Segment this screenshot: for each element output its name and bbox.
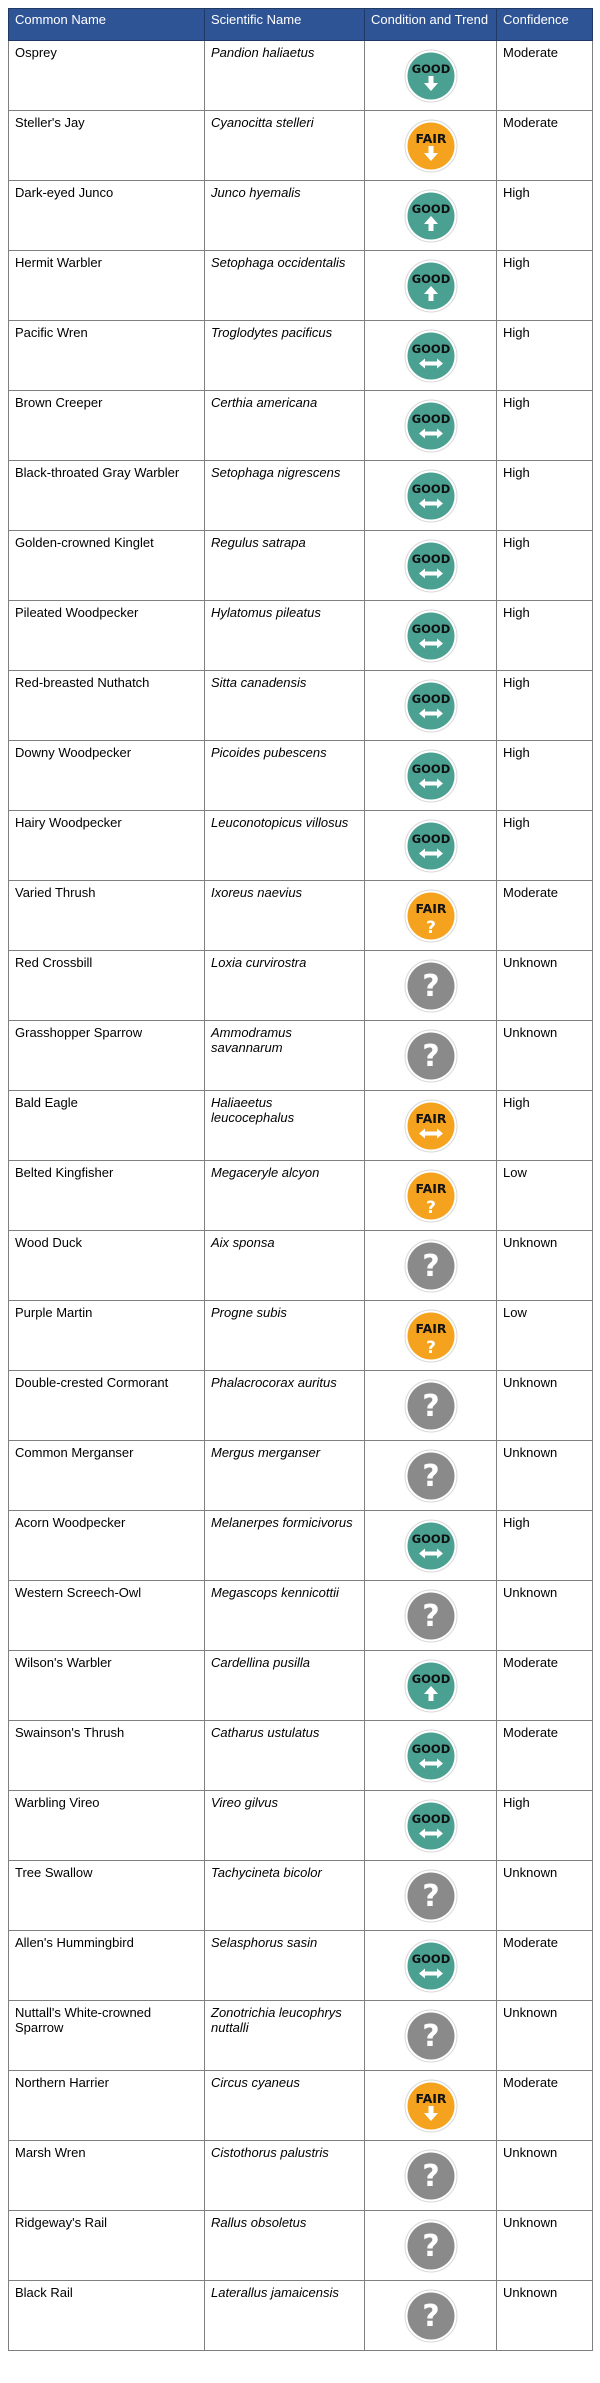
table-body xyxy=(9,41,593,2351)
condition-cell xyxy=(365,741,497,811)
condition-badge-icon xyxy=(403,1448,459,1504)
common-name-cell: Downy Woodpecker xyxy=(9,741,205,811)
confidence-cell: High xyxy=(497,461,593,531)
condition-cell xyxy=(365,1791,497,1861)
condition-cell xyxy=(365,531,497,601)
condition-badge-icon xyxy=(403,1028,459,1084)
header-confidence: Confidence xyxy=(497,9,593,41)
common-name-cell: Swainson's Thrush xyxy=(9,1721,205,1791)
scientific-name-cell: Ammodramus savannarum xyxy=(205,1021,365,1091)
condition-cell xyxy=(365,811,497,881)
table-row xyxy=(9,881,593,951)
table-row xyxy=(9,111,593,181)
common-name-cell: Wood Duck xyxy=(9,1231,205,1301)
table-row xyxy=(9,41,593,111)
condition-cell xyxy=(365,1651,497,1721)
condition-cell xyxy=(365,461,497,531)
badge-circle xyxy=(407,1102,454,1149)
table-header xyxy=(9,9,593,41)
confidence-cell: Unknown xyxy=(497,951,593,1021)
condition-cell xyxy=(365,41,497,111)
header-scientific-name: Scientific Name xyxy=(205,9,365,41)
common-name-cell: Common Merganser xyxy=(9,1441,205,1511)
confidence-cell: High xyxy=(497,811,593,881)
scientific-name-cell: Certhia americana xyxy=(205,391,365,461)
confidence-cell: Unknown xyxy=(497,1231,593,1301)
common-name-cell: Northern Harrier xyxy=(9,2071,205,2141)
confidence-cell: Moderate xyxy=(497,881,593,951)
condition-badge-icon xyxy=(403,818,459,874)
table-row xyxy=(9,1161,593,1231)
badge-circle xyxy=(407,542,454,589)
badge-circle xyxy=(407,402,454,449)
table-row xyxy=(9,1581,593,1651)
badge-circle xyxy=(407,682,454,729)
badge-circle xyxy=(407,1522,454,1569)
badge-question-mark: ? xyxy=(421,2298,440,2334)
common-name-cell: Grasshopper Sparrow xyxy=(9,1021,205,1091)
table-row xyxy=(9,2001,593,2071)
common-name-cell: Marsh Wren xyxy=(9,2141,205,2211)
condition-badge-icon xyxy=(403,468,459,524)
condition-cell xyxy=(365,1371,497,1441)
confidence-cell: Moderate xyxy=(497,1721,593,1791)
scientific-name-cell: Laterallus jamaicensis xyxy=(205,2281,365,2351)
table-row xyxy=(9,1721,593,1791)
common-name-cell: Osprey xyxy=(9,41,205,111)
condition-badge-icon xyxy=(403,1098,459,1154)
common-name-cell: Red-breasted Nuthatch xyxy=(9,671,205,741)
scientific-name-cell: Troglodytes pacificus xyxy=(205,321,365,391)
common-name-cell: Wilson's Warbler xyxy=(9,1651,205,1721)
condition-badge-icon xyxy=(403,888,459,944)
badge-status-label: GOOD xyxy=(411,1811,450,1826)
badge-status-label: GOOD xyxy=(411,341,450,356)
header-row xyxy=(9,9,593,41)
scientific-name-cell: Pandion haliaetus xyxy=(205,41,365,111)
badge-question-mark: ? xyxy=(421,2228,440,2264)
condition-cell xyxy=(365,2281,497,2351)
common-name-cell: Purple Martin xyxy=(9,1301,205,1371)
confidence-cell: Unknown xyxy=(497,1441,593,1511)
condition-cell xyxy=(365,321,497,391)
condition-cell xyxy=(365,181,497,251)
badge-status-label: GOOD xyxy=(411,1531,450,1546)
scientific-name-cell: Sitta canadensis xyxy=(205,671,365,741)
scientific-name-cell: Megaceryle alcyon xyxy=(205,1161,365,1231)
condition-badge-icon xyxy=(403,398,459,454)
condition-badge-icon xyxy=(403,2148,459,2204)
condition-badge-icon xyxy=(403,1938,459,1994)
scientific-name-cell: Catharus ustulatus xyxy=(205,1721,365,1791)
condition-badge-icon xyxy=(403,1868,459,1924)
scientific-name-cell: Rallus obsoletus xyxy=(205,2211,365,2281)
common-name-cell: Brown Creeper xyxy=(9,391,205,461)
badge-circle xyxy=(407,1732,454,1779)
table-row xyxy=(9,1511,593,1581)
common-name-cell: Steller's Jay xyxy=(9,111,205,181)
badge-circle xyxy=(407,332,454,379)
badge-status-label: GOOD xyxy=(411,481,450,496)
scientific-name-cell: Cyanocitta stelleri xyxy=(205,111,365,181)
badge-status-label: GOOD xyxy=(411,1951,450,1966)
table-row xyxy=(9,1371,593,1441)
badge-status-label: GOOD xyxy=(411,621,450,636)
common-name-cell: Pileated Woodpecker xyxy=(9,601,205,671)
badge-status-label: FAIR xyxy=(414,1180,447,1196)
condition-cell xyxy=(365,1301,497,1371)
header-common-name: Common Name xyxy=(9,9,205,41)
common-name-cell: Dark-eyed Junco xyxy=(9,181,205,251)
confidence-cell: High xyxy=(497,1791,593,1861)
badge-question-mark: ? xyxy=(421,1458,440,1494)
condition-badge-icon xyxy=(403,1728,459,1784)
common-name-cell: Black Rail xyxy=(9,2281,205,2351)
confidence-cell: High xyxy=(497,601,593,671)
table-row xyxy=(9,2281,593,2351)
condition-badge-icon xyxy=(403,958,459,1014)
scientific-name-cell: Setophaga occidentalis xyxy=(205,251,365,321)
common-name-cell: Warbling Vireo xyxy=(9,1791,205,1861)
condition-badge-icon xyxy=(403,2078,459,2134)
table-row xyxy=(9,2071,593,2141)
table-row xyxy=(9,181,593,251)
condition-cell xyxy=(365,1091,497,1161)
badge-circle xyxy=(407,1802,454,1849)
condition-badge-icon xyxy=(403,678,459,734)
condition-cell xyxy=(365,1861,497,1931)
condition-cell xyxy=(365,251,497,321)
badge-status-label: FAIR xyxy=(414,1320,447,1336)
badge-status-label: GOOD xyxy=(411,551,450,566)
confidence-cell: Low xyxy=(497,1161,593,1231)
confidence-cell: High xyxy=(497,531,593,601)
table-row xyxy=(9,601,593,671)
condition-cell xyxy=(365,1231,497,1301)
trend-unknown-icon: ? xyxy=(425,1337,436,1358)
confidence-cell: High xyxy=(497,181,593,251)
trend-unknown-icon: ? xyxy=(425,917,436,938)
confidence-cell: Unknown xyxy=(497,2281,593,2351)
badge-status-label: GOOD xyxy=(411,201,450,216)
badge-question-mark: ? xyxy=(421,1038,440,1074)
species-table-container xyxy=(8,8,592,2351)
table-row xyxy=(9,1931,593,2001)
species-condition-table xyxy=(8,8,593,2351)
badge-status-label: GOOD xyxy=(411,761,450,776)
condition-badge-icon xyxy=(403,608,459,664)
condition-badge-icon xyxy=(403,1588,459,1644)
condition-badge-icon xyxy=(403,188,459,244)
badge-circle xyxy=(407,1942,454,1989)
badge-circle xyxy=(407,612,454,659)
trend-unknown-icon: ? xyxy=(425,1197,436,1218)
condition-badge-icon xyxy=(403,258,459,314)
condition-cell xyxy=(365,1721,497,1791)
badge-status-label: GOOD xyxy=(411,61,450,76)
confidence-cell: Unknown xyxy=(497,2211,593,2281)
table-row xyxy=(9,1021,593,1091)
condition-cell xyxy=(365,1441,497,1511)
badge-status-label: FAIR xyxy=(414,900,447,916)
condition-cell xyxy=(365,2211,497,2281)
common-name-cell: Red Crossbill xyxy=(9,951,205,1021)
badge-question-mark: ? xyxy=(421,1598,440,1634)
table-row xyxy=(9,2141,593,2211)
table-row xyxy=(9,2211,593,2281)
badge-circle xyxy=(407,822,454,869)
table-row xyxy=(9,461,593,531)
scientific-name-cell: Vireo gilvus xyxy=(205,1791,365,1861)
confidence-cell: Unknown xyxy=(497,1581,593,1651)
confidence-cell: High xyxy=(497,671,593,741)
scientific-name-cell: Picoides pubescens xyxy=(205,741,365,811)
confidence-cell: Unknown xyxy=(497,1371,593,1441)
confidence-cell: Moderate xyxy=(497,1651,593,1721)
confidence-cell: Unknown xyxy=(497,1021,593,1091)
scientific-name-cell: Megascops kennicottii xyxy=(205,1581,365,1651)
table-row xyxy=(9,1441,593,1511)
badge-question-mark: ? xyxy=(421,1248,440,1284)
scientific-name-cell: Junco hyemalis xyxy=(205,181,365,251)
scientific-name-cell: Aix sponsa xyxy=(205,1231,365,1301)
condition-cell xyxy=(365,111,497,181)
condition-badge-icon xyxy=(403,1518,459,1574)
condition-badge-icon xyxy=(403,1378,459,1434)
common-name-cell: Hairy Woodpecker xyxy=(9,811,205,881)
common-name-cell: Ridgeway's Rail xyxy=(9,2211,205,2281)
confidence-cell: High xyxy=(497,1091,593,1161)
badge-status-label: GOOD xyxy=(411,1741,450,1756)
scientific-name-cell: Melanerpes formicivorus xyxy=(205,1511,365,1581)
badge-circle xyxy=(407,472,454,519)
condition-badge-icon xyxy=(403,1798,459,1854)
badge-status-label: GOOD xyxy=(411,271,450,286)
table-row xyxy=(9,1861,593,1931)
table-row xyxy=(9,321,593,391)
common-name-cell: Pacific Wren xyxy=(9,321,205,391)
common-name-cell: Acorn Woodpecker xyxy=(9,1511,205,1581)
table-row xyxy=(9,1301,593,1371)
confidence-cell: Unknown xyxy=(497,1861,593,1931)
condition-badge-icon xyxy=(403,1168,459,1224)
confidence-cell: Moderate xyxy=(497,41,593,111)
condition-cell xyxy=(365,1581,497,1651)
badge-question-mark: ? xyxy=(421,2018,440,2054)
confidence-cell: High xyxy=(497,251,593,321)
confidence-cell: High xyxy=(497,391,593,461)
scientific-name-cell: Hylatomus pileatus xyxy=(205,601,365,671)
table-row xyxy=(9,1791,593,1861)
scientific-name-cell: Haliaeetus leucocephalus xyxy=(205,1091,365,1161)
condition-badge-icon xyxy=(403,538,459,594)
common-name-cell: Varied Thrush xyxy=(9,881,205,951)
badge-status-label: GOOD xyxy=(411,831,450,846)
table-row xyxy=(9,671,593,741)
scientific-name-cell: Ixoreus naevius xyxy=(205,881,365,951)
badge-status-label: GOOD xyxy=(411,1671,450,1686)
scientific-name-cell: Selasphorus sasin xyxy=(205,1931,365,2001)
confidence-cell: Low xyxy=(497,1301,593,1371)
condition-badge-icon xyxy=(403,118,459,174)
badge-status-label: GOOD xyxy=(411,411,450,426)
common-name-cell: Double-crested Cormorant xyxy=(9,1371,205,1441)
common-name-cell: Allen's Hummingbird xyxy=(9,1931,205,2001)
confidence-cell: Moderate xyxy=(497,2071,593,2141)
badge-circle xyxy=(407,752,454,799)
condition-cell xyxy=(365,2141,497,2211)
condition-badge-icon xyxy=(403,328,459,384)
scientific-name-cell: Cardellina pusilla xyxy=(205,1651,365,1721)
condition-badge-icon xyxy=(403,1238,459,1294)
scientific-name-cell: Cistothorus palustris xyxy=(205,2141,365,2211)
badge-question-mark: ? xyxy=(421,968,440,1004)
table-row xyxy=(9,1091,593,1161)
condition-cell xyxy=(365,1161,497,1231)
condition-badge-icon xyxy=(403,2008,459,2064)
condition-cell xyxy=(365,391,497,461)
condition-cell xyxy=(365,1511,497,1581)
confidence-cell: Moderate xyxy=(497,1931,593,2001)
badge-question-mark: ? xyxy=(421,1388,440,1424)
common-name-cell: Black-throated Gray Warbler xyxy=(9,461,205,531)
scientific-name-cell: Progne subis xyxy=(205,1301,365,1371)
scientific-name-cell: Regulus satrapa xyxy=(205,531,365,601)
common-name-cell: Hermit Warbler xyxy=(9,251,205,321)
table-row xyxy=(9,1231,593,1301)
condition-badge-icon xyxy=(403,2288,459,2344)
condition-badge-icon xyxy=(403,1658,459,1714)
condition-cell xyxy=(365,1931,497,2001)
badge-status-label: FAIR xyxy=(414,130,447,146)
table-row xyxy=(9,951,593,1021)
scientific-name-cell: Phalacrocorax auritus xyxy=(205,1371,365,1441)
header-condition-trend: Condition and Trend xyxy=(365,9,497,41)
badge-status-label: FAIR xyxy=(414,1110,447,1126)
condition-cell xyxy=(365,2071,497,2141)
condition-cell xyxy=(365,881,497,951)
condition-cell xyxy=(365,2001,497,2071)
common-name-cell: Golden-crowned Kinglet xyxy=(9,531,205,601)
scientific-name-cell: Loxia curvirostra xyxy=(205,951,365,1021)
table-row xyxy=(9,1651,593,1721)
condition-badge-icon xyxy=(403,1308,459,1364)
scientific-name-cell: Circus cyaneus xyxy=(205,2071,365,2141)
condition-cell xyxy=(365,671,497,741)
table-row xyxy=(9,811,593,881)
scientific-name-cell: Leuconotopicus villosus xyxy=(205,811,365,881)
condition-badge-icon xyxy=(403,48,459,104)
scientific-name-cell: Zonotrichia leucophrys nuttalli xyxy=(205,2001,365,2071)
condition-cell xyxy=(365,601,497,671)
badge-status-label: GOOD xyxy=(411,691,450,706)
table-row xyxy=(9,391,593,461)
table-row xyxy=(9,251,593,321)
confidence-cell: Unknown xyxy=(497,2141,593,2211)
table-row xyxy=(9,531,593,601)
confidence-cell: High xyxy=(497,321,593,391)
common-name-cell: Belted Kingfisher xyxy=(9,1161,205,1231)
common-name-cell: Tree Swallow xyxy=(9,1861,205,1931)
confidence-cell: Unknown xyxy=(497,2001,593,2071)
confidence-cell: Moderate xyxy=(497,111,593,181)
condition-cell xyxy=(365,1021,497,1091)
common-name-cell: Nuttall's White-crowned Sparrow xyxy=(9,2001,205,2071)
confidence-cell: High xyxy=(497,1511,593,1581)
badge-status-label: FAIR xyxy=(414,2090,447,2106)
condition-badge-icon xyxy=(403,748,459,804)
scientific-name-cell: Mergus merganser xyxy=(205,1441,365,1511)
confidence-cell: High xyxy=(497,741,593,811)
scientific-name-cell: Setophaga nigrescens xyxy=(205,461,365,531)
table-row xyxy=(9,741,593,811)
scientific-name-cell: Tachycineta bicolor xyxy=(205,1861,365,1931)
condition-badge-icon xyxy=(403,2218,459,2274)
condition-cell xyxy=(365,951,497,1021)
badge-question-mark: ? xyxy=(421,1878,440,1914)
badge-question-mark: ? xyxy=(421,2158,440,2194)
common-name-cell: Western Screech-Owl xyxy=(9,1581,205,1651)
common-name-cell: Bald Eagle xyxy=(9,1091,205,1161)
